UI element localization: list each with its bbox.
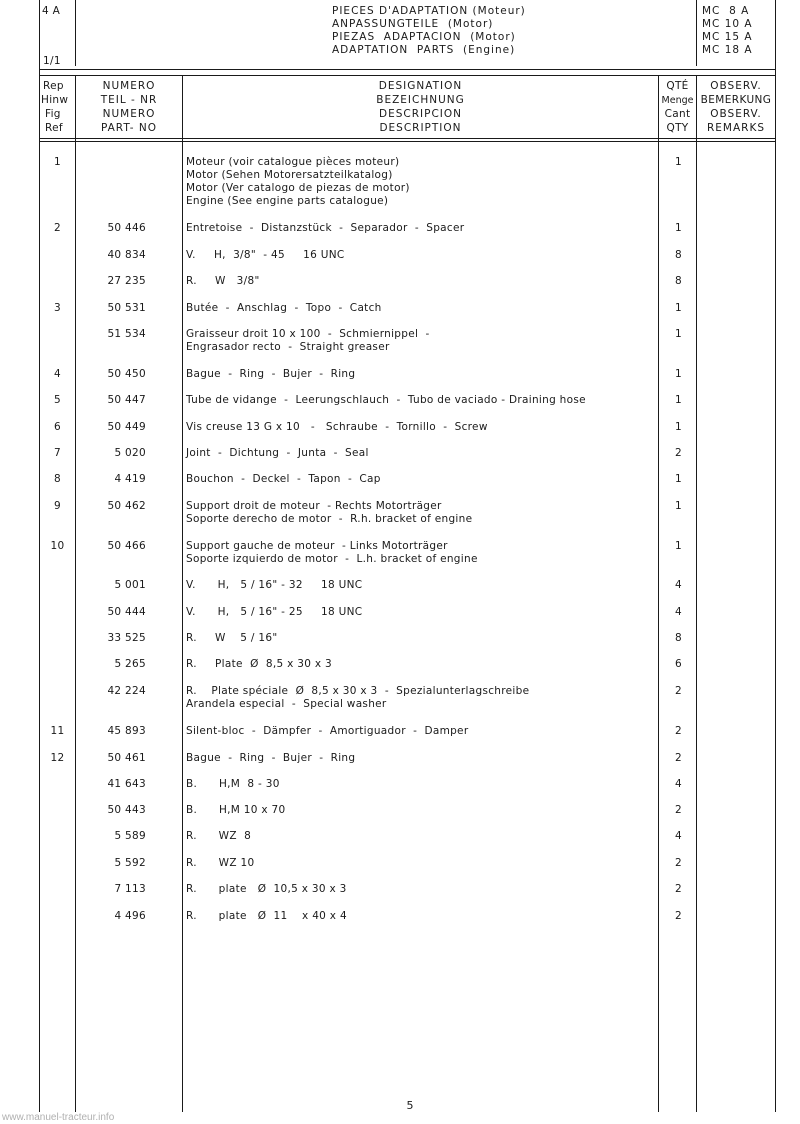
title-es: PIEZAS ADAPTACION (Motor) bbox=[332, 31, 516, 43]
model-mc10a: MC 10 A bbox=[702, 18, 753, 30]
title-fr: PIECES D'ADAPTATION (Moteur) bbox=[332, 5, 526, 17]
row-ref: 8 bbox=[54, 473, 61, 485]
row-quantity: 1 bbox=[675, 500, 682, 512]
col-observ-2: BEMERKUNG bbox=[700, 94, 772, 106]
row-description: B. H,M 10 x 70 bbox=[186, 804, 286, 816]
row-description: Bague - Ring - Bujer - Ring bbox=[186, 752, 356, 764]
row-part-number: 7 113 bbox=[114, 883, 146, 895]
page-number: 5 bbox=[406, 1099, 414, 1112]
row-part-number: 50 531 bbox=[107, 302, 146, 314]
row-description: V. H, 5 / 16" - 25 18 UNC bbox=[186, 606, 363, 618]
row-part-number: 5 001 bbox=[114, 579, 146, 591]
col-designation-4: DESCRIPTION bbox=[379, 122, 462, 134]
row-description: Motor (Sehen Motorersatzteilkatalog) bbox=[186, 169, 393, 181]
row-description: V. H, 3/8" - 45 16 UNC bbox=[186, 249, 345, 261]
row-ref: 2 bbox=[54, 222, 61, 234]
row-quantity: 2 bbox=[675, 883, 682, 895]
col-numero-3: NUMERO bbox=[102, 108, 156, 120]
row-description: Engine (See engine parts catalogue) bbox=[186, 195, 389, 207]
col-rep-3: Fig bbox=[45, 108, 61, 120]
row-description: R. plate Ø 10,5 x 30 x 3 bbox=[186, 883, 347, 895]
row-part-number: 5 020 bbox=[114, 447, 146, 459]
row-part-number: 50 444 bbox=[107, 606, 146, 618]
row-ref: 6 bbox=[54, 421, 61, 433]
row-quantity: 8 bbox=[675, 249, 682, 261]
row-quantity: 2 bbox=[675, 857, 682, 869]
col-observ-1: OBSERV. bbox=[710, 80, 762, 92]
row-part-number: 45 893 bbox=[107, 725, 146, 737]
row-quantity: 1 bbox=[675, 368, 682, 380]
col-qty-3: Cant bbox=[664, 108, 691, 120]
row-quantity: 1 bbox=[675, 302, 682, 314]
col-observ-4: REMARKS bbox=[706, 122, 766, 134]
row-description: Bague - Ring - Bujer - Ring bbox=[186, 368, 356, 380]
row-description: Soporte izquierdo de motor - L.h. bracket of engine bbox=[186, 553, 478, 565]
row-description: Bouchon - Deckel - Tapon - Cap bbox=[186, 473, 381, 485]
model-mc15a: MC 15 A bbox=[702, 31, 753, 43]
col-numero-2: TEIL - NR bbox=[100, 94, 158, 106]
row-part-number: 50 466 bbox=[107, 540, 146, 552]
row-description: Engrasador recto - Straight greaser bbox=[186, 341, 390, 353]
col-qty-1: QTÉ bbox=[666, 80, 689, 92]
col-qty-4: QTY bbox=[666, 122, 689, 134]
sheet-fraction: 1/1 bbox=[43, 55, 61, 67]
col-numero-4: PART- NO bbox=[100, 122, 158, 134]
row-description: Support droit de moteur - Rechts Motorträger bbox=[186, 500, 442, 512]
row-part-number: 50 443 bbox=[107, 804, 146, 816]
row-part-number: 4 419 bbox=[114, 473, 146, 485]
row-quantity: 2 bbox=[675, 804, 682, 816]
col-designation-1: DESIGNATION bbox=[378, 80, 463, 92]
row-description: R. Plate Ø 8,5 x 30 x 3 bbox=[186, 658, 333, 670]
row-quantity: 2 bbox=[675, 725, 682, 737]
row-quantity: 1 bbox=[675, 421, 682, 433]
col-designation-3: DESCRIPCION bbox=[379, 108, 462, 120]
row-description: Entretoise - Distanzstück - Separador - Spacer bbox=[186, 222, 465, 234]
row-description: Joint - Dichtung - Junta - Seal bbox=[186, 447, 369, 459]
row-description: Motor (Ver catalogo de piezas de motor) bbox=[186, 182, 410, 194]
model-mc18a: MC 18 A bbox=[702, 44, 753, 56]
row-description: Arandela especial - Special washer bbox=[186, 698, 387, 710]
row-quantity: 4 bbox=[675, 830, 682, 842]
row-ref: 4 bbox=[54, 368, 61, 380]
row-quantity: 8 bbox=[675, 275, 682, 287]
row-description: R. W 5 / 16" bbox=[186, 632, 278, 644]
col-designation-2: BEZEICHNUNG bbox=[376, 94, 465, 106]
row-part-number: 51 534 bbox=[107, 328, 146, 340]
col-rep-2: Hinw bbox=[41, 94, 69, 106]
row-description: Vis creuse 13 G x 10 - Schraube - Tornillo - Screw bbox=[186, 421, 488, 433]
row-ref: 3 bbox=[54, 302, 61, 314]
row-description: Silent-bloc - Dämpfer - Amortiguador - Damper bbox=[186, 725, 469, 737]
row-quantity: 1 bbox=[675, 328, 682, 340]
title-left-divider bbox=[75, 0, 76, 66]
qty-divider bbox=[658, 76, 659, 1112]
col-numero-1: NUMERO bbox=[102, 80, 156, 92]
row-description: Support gauche de moteur - Links Motorträger bbox=[186, 540, 448, 552]
row-ref: 12 bbox=[50, 752, 65, 764]
row-part-number: 50 449 bbox=[107, 421, 146, 433]
row-description: Soporte derecho de motor - R.h. bracket of engine bbox=[186, 513, 473, 525]
row-description: Butée - Anschlag - Topo - Catch bbox=[186, 302, 382, 314]
row-part-number: 42 224 bbox=[107, 685, 146, 697]
row-quantity: 2 bbox=[675, 910, 682, 922]
row-description: V. H, 5 / 16" - 32 18 UNC bbox=[186, 579, 363, 591]
row-description: R. plate Ø 11 x 40 x 4 bbox=[186, 910, 347, 922]
row-description: R. WZ 10 bbox=[186, 857, 255, 869]
row-description: Moteur (voir catalogue pièces moteur) bbox=[186, 156, 400, 168]
row-quantity: 2 bbox=[675, 447, 682, 459]
sheet-id: 4 A bbox=[42, 5, 61, 17]
row-quantity: 1 bbox=[675, 156, 682, 168]
row-quantity: 4 bbox=[675, 778, 682, 790]
row-quantity: 1 bbox=[675, 540, 682, 552]
designation-divider bbox=[182, 76, 183, 1112]
column-header-bottom-rule bbox=[39, 138, 776, 139]
row-part-number: 41 643 bbox=[107, 778, 146, 790]
row-part-number: 5 592 bbox=[114, 857, 146, 869]
title-bottom-rule bbox=[39, 69, 776, 70]
row-part-number: 40 834 bbox=[107, 249, 146, 261]
row-description: R. WZ 8 bbox=[186, 830, 252, 842]
row-part-number: 5 589 bbox=[114, 830, 146, 842]
col-rep-1: Rep bbox=[43, 80, 64, 92]
row-part-number: 50 447 bbox=[107, 394, 146, 406]
title-en: ADAPTATION PARTS (Engine) bbox=[332, 44, 516, 56]
row-part-number: 50 446 bbox=[107, 222, 146, 234]
row-quantity: 6 bbox=[675, 658, 682, 670]
model-mc8a: MC 8 A bbox=[702, 5, 750, 17]
row-quantity: 2 bbox=[675, 752, 682, 764]
row-part-number: 33 525 bbox=[107, 632, 146, 644]
row-part-number: 27 235 bbox=[107, 275, 146, 287]
row-description: R. Plate spéciale Ø 8,5 x 30 x 3 - Spezialunterlagschreibe bbox=[186, 685, 530, 697]
row-ref: 5 bbox=[54, 394, 61, 406]
row-description: Graisseur droit 10 x 100 - Schmiernippel - bbox=[186, 328, 430, 340]
row-quantity: 4 bbox=[675, 606, 682, 618]
row-ref: 7 bbox=[54, 447, 61, 459]
row-description: R. W 3/8" bbox=[186, 275, 260, 287]
row-quantity: 1 bbox=[675, 222, 682, 234]
col-rep-4: Ref bbox=[45, 122, 63, 134]
row-quantity: 2 bbox=[675, 685, 682, 697]
title-de: ANPASSUNGTEILE (Motor) bbox=[332, 18, 494, 30]
row-description: B. H,M 8 - 30 bbox=[186, 778, 280, 790]
col-qty-2: Menge bbox=[661, 95, 694, 106]
row-quantity: 4 bbox=[675, 579, 682, 591]
right-border bbox=[775, 0, 776, 1112]
row-quantity: 1 bbox=[675, 473, 682, 485]
row-ref: 10 bbox=[50, 540, 65, 552]
title-right-divider bbox=[696, 0, 697, 66]
row-ref: 9 bbox=[54, 500, 61, 512]
col-observ-3: OBSERV. bbox=[710, 108, 762, 120]
row-part-number: 4 496 bbox=[114, 910, 146, 922]
column-header-top-rule bbox=[39, 75, 776, 76]
row-part-number: 50 450 bbox=[107, 368, 146, 380]
row-quantity: 1 bbox=[675, 394, 682, 406]
header-double-rule bbox=[39, 141, 776, 142]
row-quantity: 8 bbox=[675, 632, 682, 644]
row-ref: 11 bbox=[50, 725, 65, 737]
row-part-number: 5 265 bbox=[114, 658, 146, 670]
row-part-number: 50 461 bbox=[107, 752, 146, 764]
watermark: www.manuel-tracteur.info bbox=[2, 1112, 115, 1123]
row-description: Tube de vidange - Leerungschlauch - Tubo de vaciado - Draining hose bbox=[186, 394, 586, 406]
row-part-number: 50 462 bbox=[107, 500, 146, 512]
row-ref: 1 bbox=[54, 156, 61, 168]
